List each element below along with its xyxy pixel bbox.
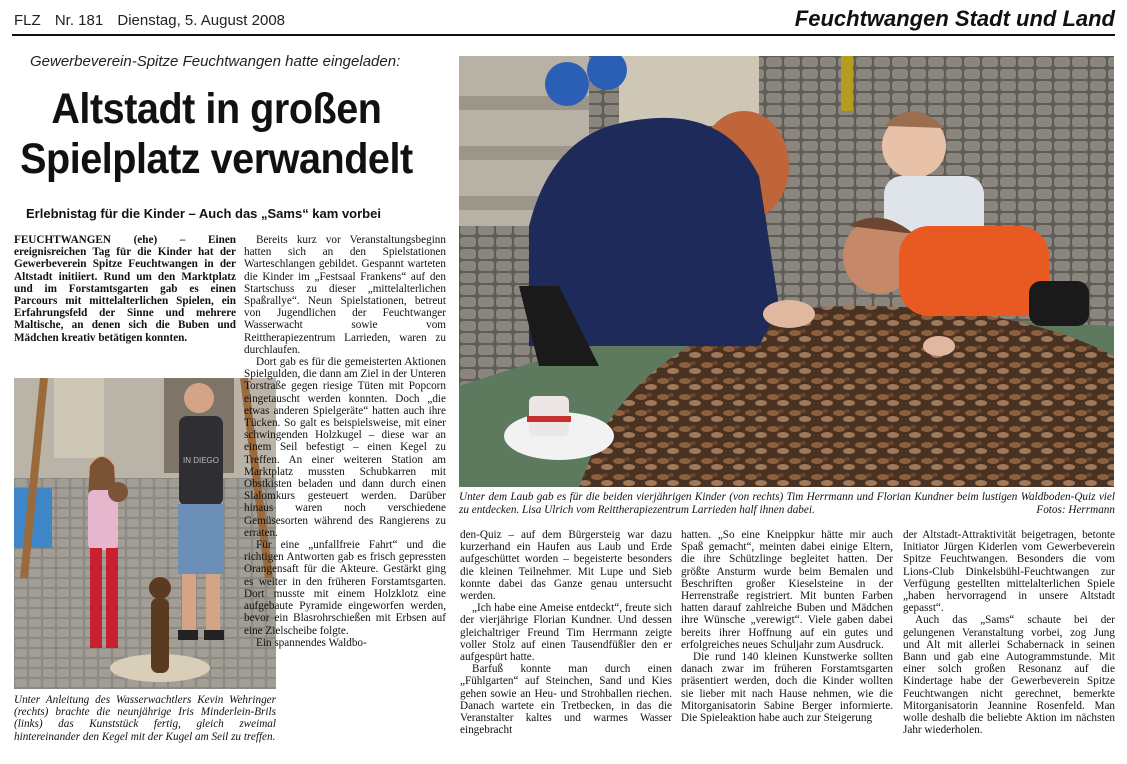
article-column-2 — [244, 234, 446, 754]
headline-line-2: Spielplatz verwandelt — [20, 135, 413, 183]
lead-text: Einen ereignisreichen Tag für die Kinder hat der Gewerbeverein Spitze Feuchtwangen in der Altstadt initiiert. Rund um den Marktplatz und im Forstamtsgarten gab es einen Parcours mit mittelalterlichen Spielen, ein Erfahrungsfeld der Sinne und mehrere Maltische, an denen sich die Buben und Mädchen kreativ betätigen konnten. — [14, 234, 237, 344]
masthead-info — [14, 12, 295, 29]
headline — [14, 84, 419, 184]
headline-line-1: Altstadt in großen — [51, 85, 382, 133]
issue-date: Dienstag, 5. August 2008 — [117, 12, 286, 29]
article-column-4 — [681, 529, 893, 757]
caption-big-photo — [459, 491, 1115, 516]
article-column-3 — [460, 529, 672, 757]
paragraph: Für eine „unfallfreie Fahrt“ und die richtigen Antworten gab es frisch gepressten Orangensaft für die Akteure. Gestärkt ging es weiter in den früheren Forstamtsgarten. Dort musste mit einem Holzklotz eine aufgebaute Pyramide eingeworfen werden, bevor ein Blasrohrschießen mit Erbsen auf eine Zielscheibe folgte. — [244, 539, 446, 637]
issue-number: Nr. 181 — [54, 12, 104, 29]
shirt-print: IN DIEGO — [182, 456, 220, 465]
paragraph: den-Quiz – auf dem Bürgersteig war dazu kurzerhand ein Haufen aus Laub und Erde aufgeschüttet worden – begeisterte besonders die kleinen Teilnehmer. Mit Lupe und Sieb konnte dabei das Ganze genau untersucht werden. — [460, 529, 672, 603]
paragraph: Dort gab es für die gemeisterten Aktionen Spielgulden, die dann am Ziel in der Unteren Torstraße gegen riesige Tüten mit Popcorn eingetauscht werden konnten. Doch „die etwas anderen Spielgeräte“ hatten auch ihre Tücken. So galt es beispielsweise, mit einer schwingenden Holzkugel – diese war an einem Seil befestigt – einen Kegel zu Treffen. An einer weiteren Station am Marktplatz mussten Schubkarren mit Obstkisten beladen und dann durch einen Slalomkurs gesteuert werden. Darüber hinaus waren noch verschiedene Gemüsesorten während des Rangierens zu erraten. — [244, 356, 446, 539]
caption-text: Unter dem Laub gab es für die beiden vierjährigen Kinder (von rechts) Tim Herrmann und Florian Kundner beim lustigen Waldboden-Quiz viel zu entdecken. Lisa Ulrich vom Reittherapiezentrum Larrieden half ihnen dabei. — [459, 491, 1115, 516]
paragraph: hatten. „So eine Kneippkur hätte mir auch Spaß gemacht“, meinten dabei einige Eltern, die ihre Schützlinge begleitet hatten. Der größte Ansturm wurde beim Bemalen und Beschriften großer Kieselsteine in der Herrenstraße registriert. Mit bunten Farben hatten darauf zahlreiche Buben und Mädchen ihre Wünsche „verewigt“. Viele gaben dabei bereits ihrer Hoffnung auf ein gutes und erfolgreiches neues Schuljahr zum Ausdruck. — [681, 529, 893, 651]
kicker: Gewerbeverein-Spitze Feuchtwangen hatte eingeladen: — [30, 53, 401, 70]
paragraph: Bereits kurz vor Veranstaltungsbeginn hatten sich an den Spielstationen Warteschlangen gebildet. Gespannt warteten die Kinder im „Festsaal Frankens“ auf den Startschuss zu dieser „mittelalterlichen Spaßrallye“. Neun Spielstationen, betreut von Jugendlichen der Feuchtwanger Wasserwacht sowie vom Reittherapiezentrum Larrieden, waren zu durchlaufen. — [244, 234, 446, 356]
paragraph: Auch das „Sams“ schaute bei der gelungenen Veranstaltung vorbei, zog Jung und Alt mit allerlei Schabernack in seinen Bann und gab eine Autogrammstunde. Mit einer solch großen Resonanz auf die Kindertage habe der Gewerbeverein Spitze Feuchtwangen nicht gerechnet, bemerkte Mitorganisatorin Jeannine Rosenfeld. Man wolle deshalb die beliebte Aktion im nächsten Jahr wiederholen. — [903, 614, 1115, 737]
paragraph: Ein spannendes Waldbo- — [256, 636, 367, 649]
photo-kegel-game — [14, 378, 276, 689]
paragraph: „Ich habe eine Ameise entdeckt“, freute sich der vierjährige Florian Kundner. Und dessen gleichaltriger Freund Tim Herrmann zeigte voller Stolz auf einen Tausendfüßler den er aufgespürt hatte. — [460, 602, 672, 664]
photo-leaf-quiz — [459, 56, 1114, 487]
lead-paragraph — [14, 234, 236, 344]
caption-small-photo: Unter Anleitung des Wasserwachtlers Kevin Wehringer (rechts) brachte die neunjährige Iris Minderlein-Brils (links) das Kunststück fertig, gleich zweimal hintereinander den Kegel mit der Kugel am Seil zu treffen. — [14, 694, 276, 743]
article-column-5 — [903, 529, 1115, 757]
section-title: Feuchtwangen Stadt und Land — [794, 6, 1115, 31]
photo-credit: Fotos: Herrmann — [1036, 503, 1115, 516]
dateline: FEUCHTWANGEN (ehe) – — [14, 234, 186, 246]
paragraph: Die rund 140 kleinen Kunstwerke sollten danach zwar im früheren Forstamtsgarten präsentiert werden, doch die Kinder wollten sie lieber mit nach Hause nehmen, wie die Mitorganisatorin Sabine Berger informierte. Die Spieleaktion habe auch zur Steigerung — [681, 651, 893, 725]
subheadline: Erlebnistag für die Kinder – Auch das „Sams“ kam vorbei — [26, 206, 381, 221]
paragraph: der Altstadt-Attraktivität beigetragen, betonte Initiator Jürgen Kiderlen vom Gewerbeverein Spitze Feuchtwangen. Besonders die vom Lions-Club Dinkelsbühl-Feuchtwangen zur Verfügung gestellten mittelalterlichen Spiele „haben hervorragend in unsere Altstadt gepasst“. — [903, 529, 1115, 615]
paragraph: Barfuß konnte man durch einen „Fühlgarten“ auf Steinchen, Sand und Kies gehen sowie an Heu- und Strohballen riechen. Danach wartete ein Tretbecken, in das die Veranstalter kaltes und warmes Wasser eingebracht — [460, 663, 672, 737]
masthead-rule — [12, 34, 1115, 36]
paper-name: FLZ — [14, 12, 41, 29]
